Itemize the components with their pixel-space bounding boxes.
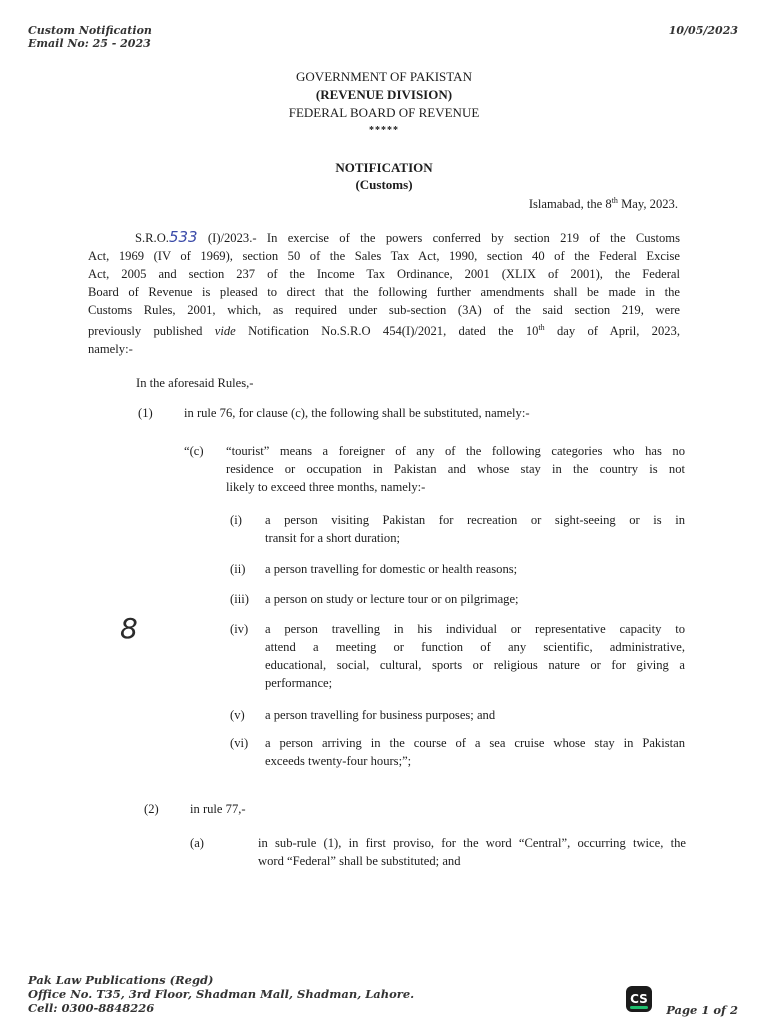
item-iii-number: (iii) bbox=[230, 592, 249, 606]
sro-line-5: Customs Rules, 2001, which, as required under sub-section (3A) of the said section 219, were bbox=[88, 303, 680, 317]
footer-address: Office No. T35, 3rd Floor, Shadman Mall, Shadman, Lahore. bbox=[28, 987, 415, 1001]
notification-subheading: (Customs) bbox=[355, 177, 413, 192]
sro-line-6: previously published vide Notification No.S.R.O 454(I)/2021, dated the 10th day of April, 2023, bbox=[88, 323, 680, 339]
title-fbr: FEDERAL BOARD OF REVENUE bbox=[288, 105, 480, 120]
page-number: Page 1 of 2 bbox=[666, 1003, 738, 1017]
header-email-no: Email No: 25 - 2023 bbox=[28, 37, 151, 50]
camscanner-logo-icon: CS bbox=[626, 986, 652, 1012]
item-iv-number: (iv) bbox=[230, 622, 249, 636]
sub-rule-a-number: (a) bbox=[190, 836, 204, 850]
footer-publisher-name: Pak Law Publications (Regd) bbox=[28, 973, 214, 987]
sro-paragraph bbox=[88, 228, 680, 358]
title-government: GOVERNMENT OF PAKISTAN bbox=[296, 69, 472, 84]
rule-76-text: in rule 76, for clause (c), the following shall be substituted, namely:- bbox=[184, 406, 530, 420]
header-date: 10/05/2023 bbox=[668, 24, 738, 37]
item-v-number: (v) bbox=[230, 708, 245, 722]
place-date: Islamabad, the 8th May, 2023. bbox=[528, 196, 678, 212]
rule-77-number: (2) bbox=[144, 802, 159, 816]
rule-76-number: (1) bbox=[138, 406, 153, 420]
title-division: (REVENUE DIVISION) bbox=[315, 87, 453, 102]
item-vi-text: a person arriving in the course of a sea cruise whose stay in Pakistan exceeds twenty-four hours;”; bbox=[265, 736, 685, 768]
item-vi-number: (vi) bbox=[230, 736, 249, 750]
sub-rule-a-text: in sub-rule (1), in first proviso, for the word “Central”, occurring twice, the word “Federal” shall be substituted; and bbox=[258, 836, 686, 868]
sro-line-2: Act, 1969 (IV of 1969), section 50 of the Sales Tax Act, 1990, section 40 of the Federal Excise bbox=[88, 249, 680, 263]
clause-c-text: “tourist” means a foreigner of any of the following categories who has no residence or occupation in Pakistan and whose stay in the country is not likely to exceed three months, namely:- bbox=[226, 444, 685, 494]
item-v-text: a person travelling for business purposes; and bbox=[265, 708, 496, 722]
clause-c-label: “(c) bbox=[184, 444, 204, 458]
item-ii-text: a person travelling for domestic or health reasons; bbox=[265, 562, 518, 576]
notification-heading: NOTIFICATION bbox=[335, 160, 433, 175]
sro-line-4: Board of Revenue is pleased to direct that the following further amendments shall be made in the bbox=[88, 285, 680, 299]
item-iii-text: a person on study or lecture tour or on pilgrimage; bbox=[265, 592, 519, 606]
rule-77-text: in rule 77,- bbox=[190, 802, 246, 816]
footer-phone: Cell: 0300-8848226 bbox=[28, 1001, 155, 1015]
item-ii-number: (ii) bbox=[230, 562, 246, 576]
footer-publisher bbox=[28, 973, 414, 1015]
item-i-text: a person visiting Pakistan for recreation or sight-seeing or is in transit for a short duration; bbox=[265, 513, 685, 545]
header-title: Custom Notification bbox=[28, 24, 152, 37]
title-stars: ***** bbox=[369, 125, 399, 136]
sro-line-3: Act, 2005 and section 237 of the Income Tax Ordinance, 2001 (XLIX of 2001), the Federal bbox=[88, 267, 680, 281]
item-i-number: (i) bbox=[230, 513, 242, 527]
header-left bbox=[28, 24, 152, 50]
handwritten-mark: 8 bbox=[120, 612, 138, 645]
sro-line-1: S.R.O.533 (I)/2023.- In exercise of the powers conferred by section 219 of the Customs bbox=[135, 228, 680, 246]
sro-line-7: namely:- bbox=[88, 342, 133, 357]
aforesaid-rules: In the aforesaid Rules,- bbox=[136, 376, 254, 390]
item-iv-text: a person travelling in his individual or representative capacity to attend a meeting or function of any scientific, administrative, educational, social, cultural, sports or religious nature or for giving a performance; bbox=[265, 622, 685, 690]
sro-number-handwritten: 533 bbox=[168, 228, 198, 246]
